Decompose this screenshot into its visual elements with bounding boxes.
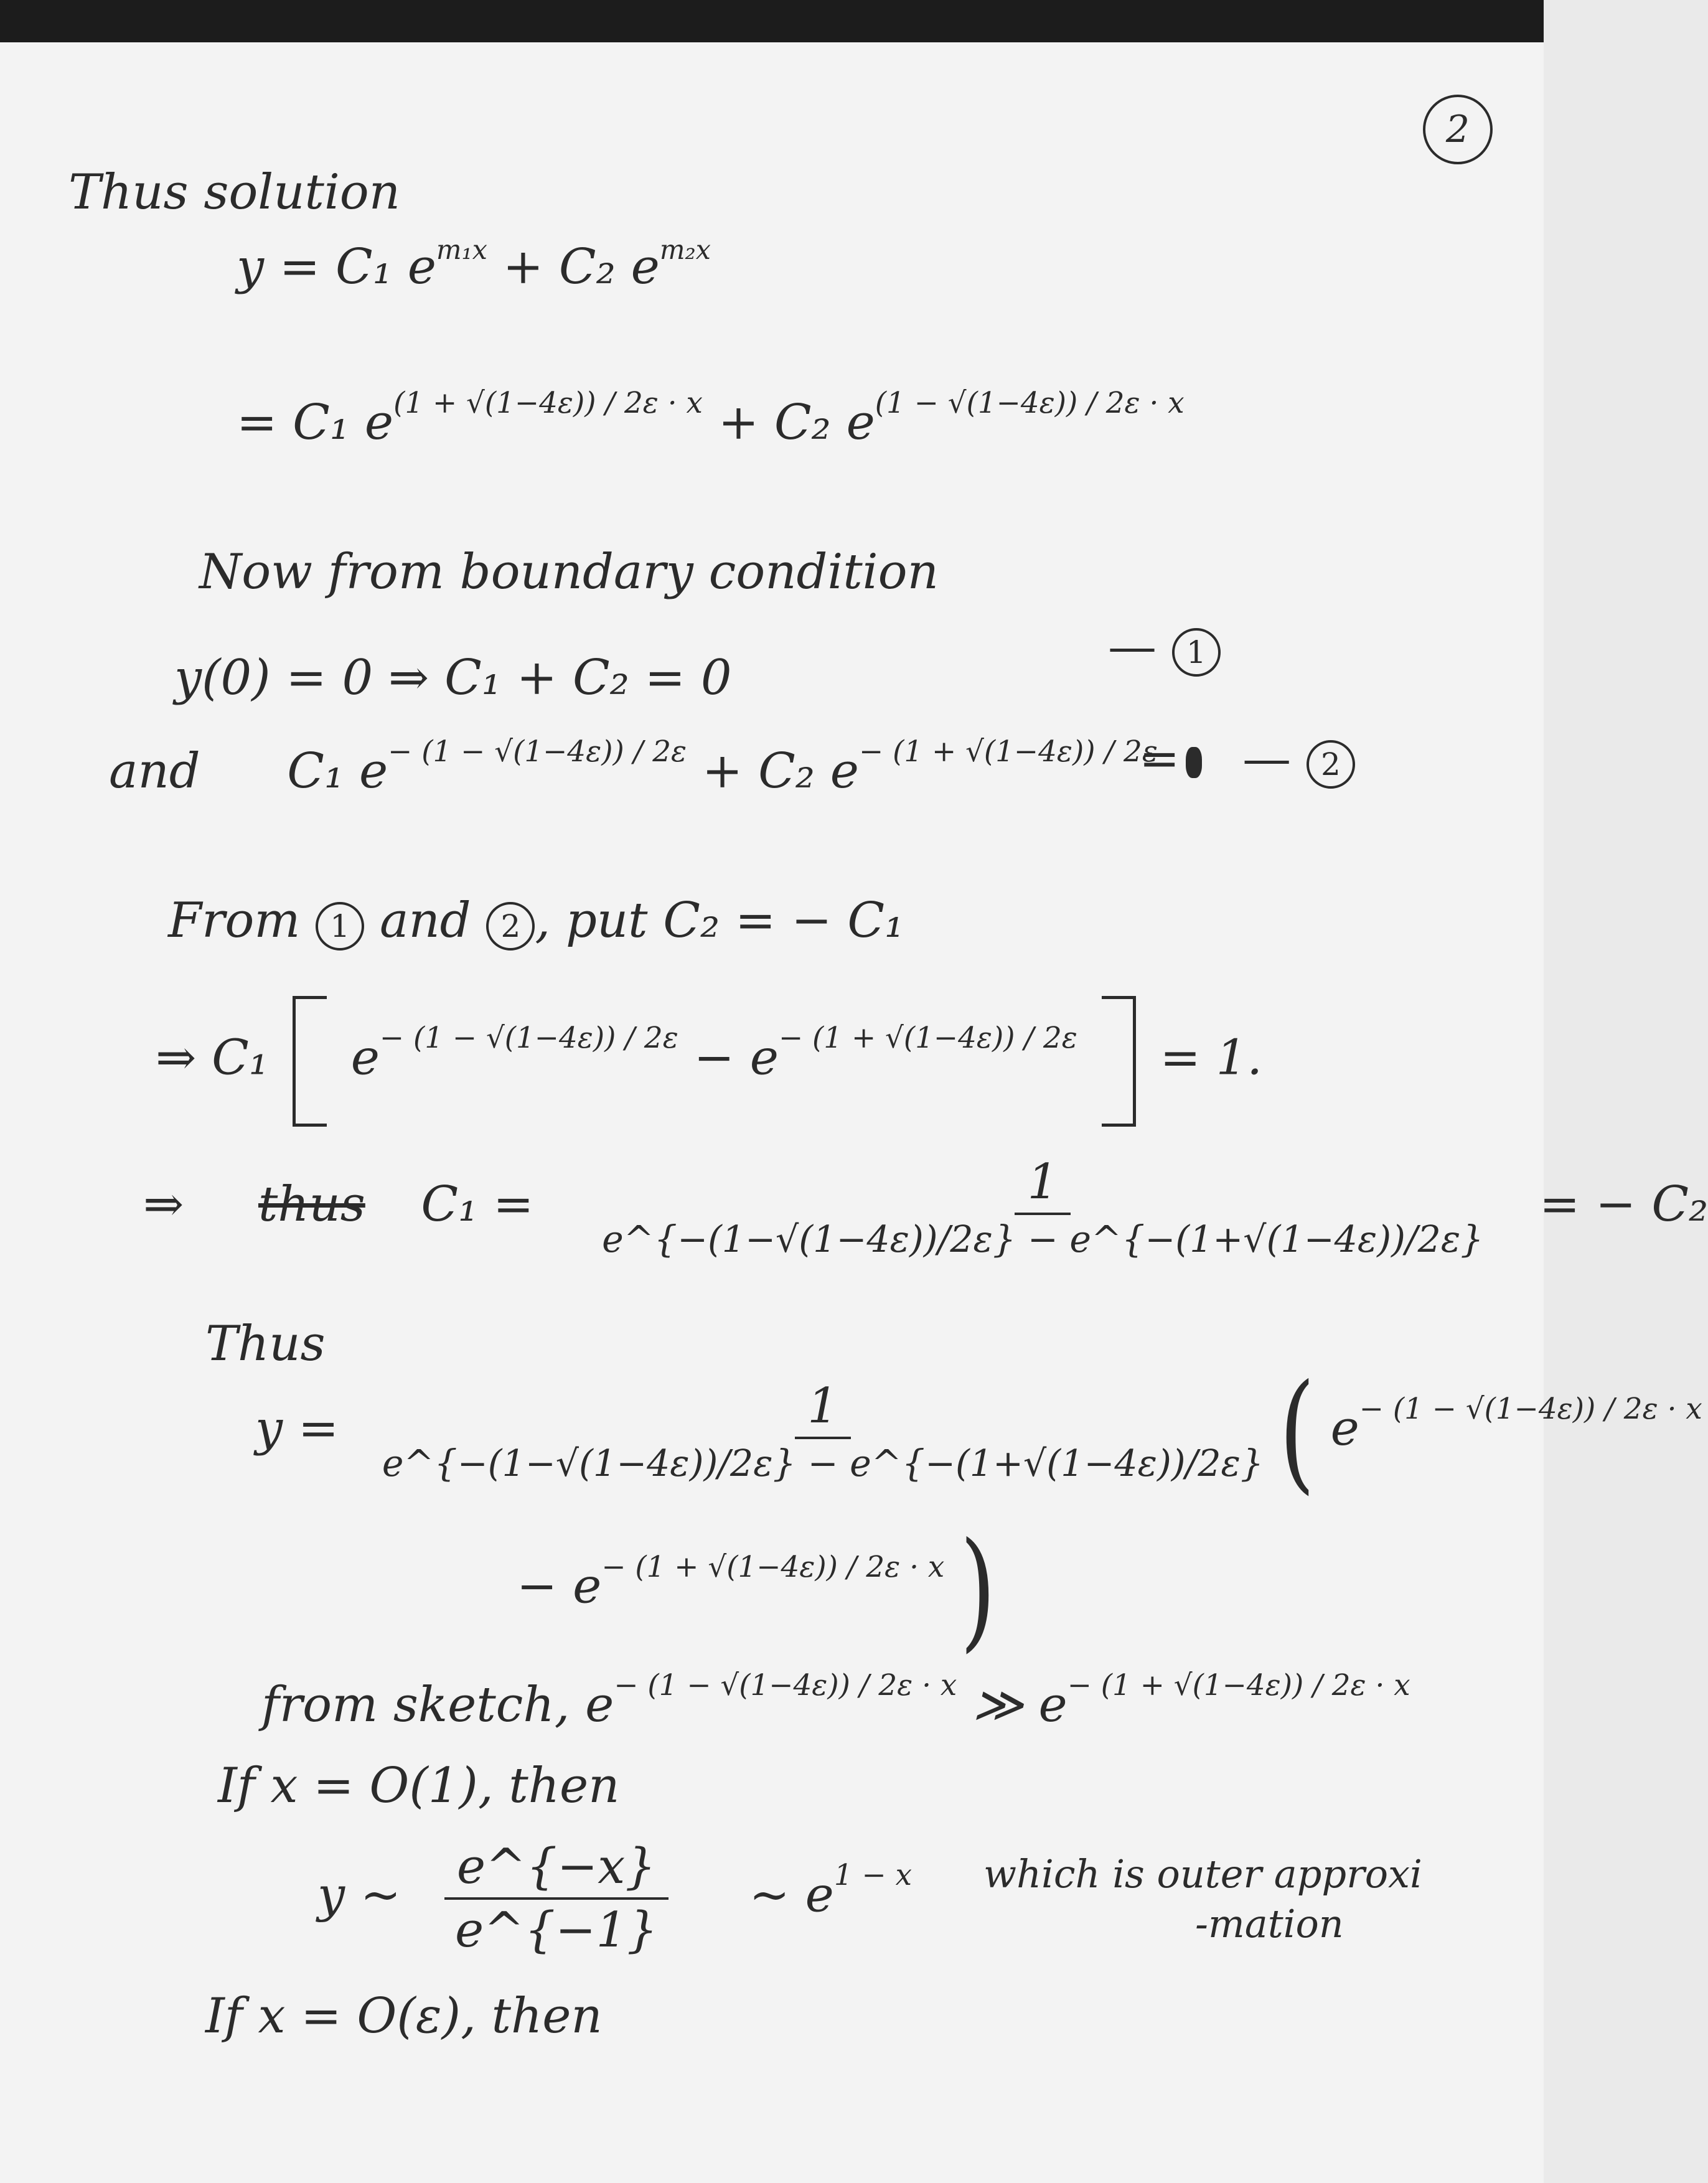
ys-term1: e — [1330, 1400, 1359, 1457]
general-solution-line — [237, 235, 711, 295]
be-exp1: − (1 − √(1−4ε)) / 2ε — [379, 1021, 678, 1056]
outer-approx-line — [317, 1839, 912, 1958]
ys-denominator: e^{−(1−√(1−4ε))/2ε} − e^{−(1+√(1−4ε))/2ε} — [382, 1442, 1264, 1485]
y-solution-cont: − $e^{- (1 + √(1-4\varepsilon)) / 2\varepsilon \cdot x}$ ) — [517, 1514, 996, 1665]
oa-y: y ~ — [317, 1867, 401, 1923]
bc2-exp1: − (1 − √(1−4ε)) / 2ε — [388, 735, 687, 769]
bc2-mid: + C₂ e — [687, 743, 859, 799]
be-minus: − — [693, 1030, 750, 1086]
outer-note: which is outer approxi — [983, 1851, 1422, 1897]
oa-fraction — [444, 1839, 669, 1958]
right-bracket — [1102, 996, 1136, 1127]
gs-exp1: m₁x — [436, 235, 487, 266]
put-c2: , put C₂ = − C₁ — [535, 893, 904, 949]
eq-tag-1: — 1 — [1108, 622, 1221, 677]
page-number: 2 — [1423, 95, 1493, 164]
boundary-heading: Now from boundary condition — [199, 544, 939, 600]
heading-thus-solution: Thus solution — [68, 164, 400, 220]
inner-condition: If x = O(ε), then — [205, 1988, 603, 2044]
boundary-eq-2 — [109, 735, 1158, 799]
c1-implies: ⇒ — [143, 1176, 184, 1232]
bc2-c1: C₁ e — [287, 743, 388, 799]
ref-tag-1: 1 — [316, 902, 364, 951]
be-rhs: = 1. — [1160, 1030, 1263, 1086]
eq-tag-2: = — 2 — [1139, 735, 1355, 789]
c1-denominator: e^{−(1−√(1−4ε))/2ε} − e^{−(1+√(1−4ε))/2ε} — [602, 1218, 1484, 1261]
gs-mid: + C₂ e — [487, 239, 660, 295]
oa-result: ~ e — [749, 1867, 834, 1923]
sketch-comparison — [261, 1668, 1410, 1733]
y-solution-line: y = $\frac{1}{e\^{}\{-(1-√(1-4\varepsilon))/2\varepsilon\} - e\^{}\{-(1+√(1-4\varepsilon))/2\varepsilon\}}$ ( $e^{- (1 - √(1-4\varepsilon)) / 2\varepsilon \cdot x}$ — [255, 1356, 1702, 1507]
oa-numerator: e^{−x} — [444, 1843, 669, 1900]
combine-line — [168, 893, 904, 951]
oa-exp: 1 − x — [833, 1859, 912, 1893]
and-label: and — [109, 743, 200, 799]
from-label: From — [168, 893, 301, 949]
bc2-equals: = — [1139, 731, 1180, 787]
and-label-2: and — [379, 893, 471, 949]
es-exp1: (1 + √(1−4ε)) / 2ε · x — [393, 386, 703, 420]
bc2-exp2: − (1 + √(1−4ε)) / 2ε — [858, 735, 1158, 769]
be-term1: e — [350, 1030, 380, 1086]
es-mid: + C₂ e — [702, 395, 875, 451]
scan-top-border — [0, 0, 1544, 44]
oa-denominator: e^{−1} — [455, 1902, 658, 1958]
ys2-term: − e — [517, 1558, 602, 1615]
be-term2: e — [749, 1030, 779, 1086]
be-exp2: − (1 + √(1−4ε)) / 2ε — [778, 1021, 1077, 1056]
bracket-equation — [156, 996, 1262, 1127]
be-prefix: ⇒ C₁ — [156, 1030, 269, 1086]
scribbled-value — [1186, 747, 1202, 778]
sk-exp2: − (1 + √(1−4ε)) / 2ε · x — [1067, 1668, 1410, 1702]
ref-tag-2: 2 — [486, 902, 535, 951]
c1-lhs: C₁ = — [421, 1176, 534, 1232]
gs-lhs: y = C₁ e — [237, 239, 436, 295]
sk-prefix: from sketch, e — [261, 1677, 614, 1733]
c1-solution — [143, 1154, 1708, 1261]
c1-rhs: = − C₂ — [1539, 1176, 1708, 1232]
ys-fraction — [382, 1378, 1264, 1485]
es-exp2: (1 − √(1−4ε)) / 2ε · x — [875, 386, 1185, 420]
ys-numerator: 1 — [795, 1382, 851, 1439]
boundary-eq-1 — [174, 650, 732, 706]
bc1-text: y(0) = 0 ⇒ C₁ + C₂ = 0 — [174, 650, 732, 706]
ys2-exp: − (1 + √(1−4ε)) / 2ε · x — [601, 1550, 945, 1584]
c1-fraction — [602, 1154, 1484, 1261]
left-bracket — [293, 996, 327, 1127]
ys-lhs: y = — [255, 1400, 339, 1457]
thus-label: Thus — [205, 1316, 326, 1372]
sk-gg: ≫ e — [957, 1677, 1068, 1733]
sk-exp1: − (1 − √(1−4ε)) / 2ε · x — [614, 1668, 957, 1702]
es-prefix: = C₁ e — [237, 395, 394, 451]
explicit-solution-line — [237, 386, 1185, 451]
struck-word: thus — [258, 1176, 365, 1232]
outer-condition: If x = O(1), then — [218, 1758, 620, 1814]
gs-exp2: m₂x — [659, 235, 711, 266]
ys-exp1: − (1 − √(1−4ε)) / 2ε · x — [1359, 1392, 1702, 1426]
c1-numerator: 1 — [1015, 1158, 1071, 1215]
outer-note-cont: -mation — [1195, 1901, 1344, 1946]
